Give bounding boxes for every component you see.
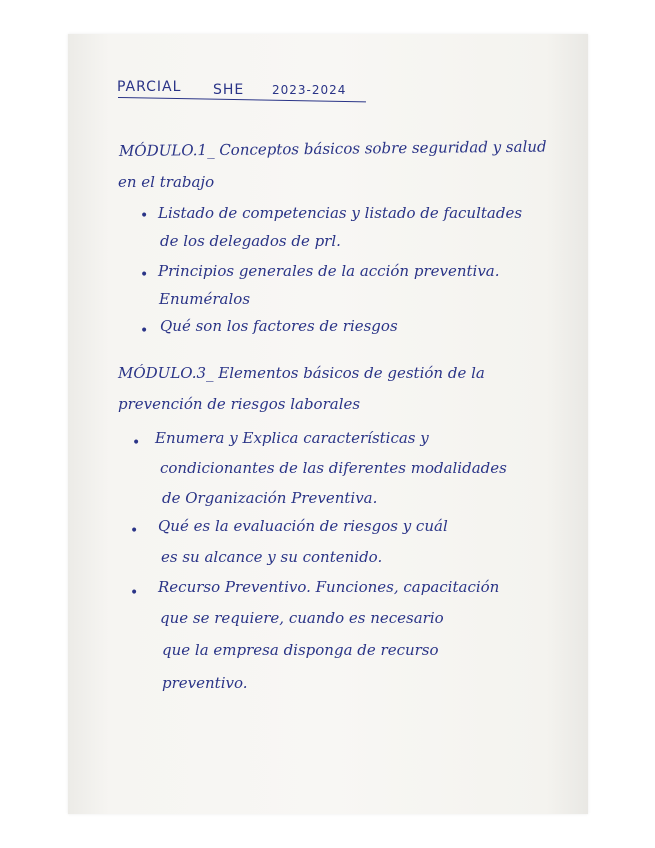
modulo3-item1-line3: de Organización Preventiva.	[162, 489, 378, 507]
modulo3-item3-line4: preventivo.	[162, 674, 248, 692]
modulo1-item1-line1: Listado de competencias y listado de facultades	[158, 204, 523, 222]
modulo3-item2-line2: es su alcance y su contenido.	[161, 548, 383, 566]
modulo3-item3-line1: Recurso Preventivo. Funciones, capacitación	[158, 578, 500, 596]
modulo3-title-line1: MÓDULO.3_ Elementos básicos de gestión de la	[118, 364, 485, 382]
modulo3-bullet-2: •	[130, 523, 139, 539]
modulo1-item1-line2: de los delegados de prl.	[160, 232, 341, 250]
modulo1-bullet-1: •	[140, 208, 149, 224]
modulo3-item1-line2: condicionantes de las diferentes modalidades	[160, 459, 507, 477]
header-parcial: PARCIAL	[117, 79, 182, 95]
modulo1-bullet-2: •	[140, 267, 149, 283]
modulo1-title-line1: MÓDULO.1_ Conceptos básicos sobre seguridad y salud	[118, 137, 547, 160]
modulo1-bullet-3: •	[140, 323, 149, 339]
modulo1-title-line2: en el trabajo	[118, 173, 215, 191]
modulo3-item3-line3: que la empresa disponga de recurso	[162, 641, 439, 659]
modulo3-bullet-1: •	[132, 435, 141, 451]
modulo1-item2-line2: Enuméralos	[159, 290, 251, 308]
modulo1-item2-line1: Principios generales de la acción preventiva.	[158, 262, 500, 280]
modulo3-title-line2: prevención de riesgos laborales	[118, 395, 361, 413]
modulo1-item3-line1: Qué son los factores de riesgos	[160, 317, 398, 335]
modulo3-item3-line2: que se requiere, cuando es necesario	[160, 609, 444, 627]
header-she: SHE	[213, 82, 245, 98]
modulo3-item2-line1: Qué es la evaluación de riesgos y cuál	[158, 517, 448, 535]
modulo3-item1-line1: Enumera y Explica características y	[155, 429, 429, 447]
header-year: 2023-2024	[272, 83, 347, 97]
modulo3-bullet-3: •	[130, 585, 139, 601]
